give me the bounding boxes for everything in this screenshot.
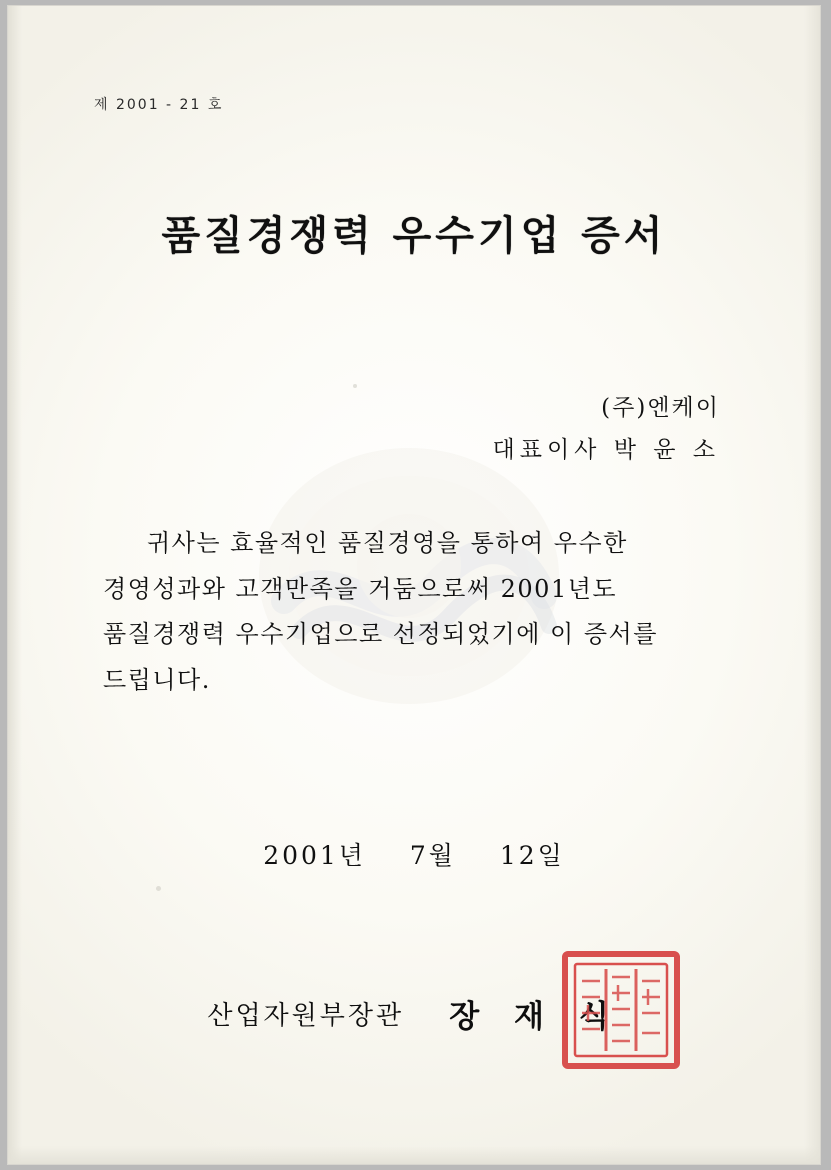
scan-speck xyxy=(156,886,161,891)
body-line: 품질경쟁력 우수기업으로 선정되었기에 이 증서를 xyxy=(103,620,658,649)
issue-day: 12일 xyxy=(499,841,565,870)
recipient-company: (주)엔케이 xyxy=(601,395,720,421)
recipient-block xyxy=(493,391,720,468)
scan-edge-bottom xyxy=(8,1146,820,1164)
body-line: 경영성과와 고객만족을 거둠으로써 2001년도 xyxy=(103,574,618,603)
recipient-officer: 대표이사 박 윤 소 xyxy=(492,436,720,463)
official-seal xyxy=(562,951,680,1069)
body-line: 드립니다. xyxy=(103,665,211,694)
issue-year: 2001년 xyxy=(263,841,366,870)
issue-date xyxy=(8,836,820,872)
body-line: 귀사는 효율적인 품질경영을 통하여 우수한 xyxy=(147,529,628,557)
certificate-page xyxy=(8,6,820,1164)
document-number: 제 2001 - 21 호 xyxy=(94,97,224,113)
issue-month: 7월 xyxy=(409,841,456,870)
signing-organization: 산업자원부장관 xyxy=(207,1001,405,1031)
scan-speck xyxy=(353,384,357,388)
page-title: 품질경쟁력 우수기업 증서 xyxy=(161,212,667,259)
certificate-body xyxy=(103,521,725,703)
signature-block xyxy=(8,991,820,1036)
signer-name: 장 재 식 xyxy=(449,999,621,1035)
